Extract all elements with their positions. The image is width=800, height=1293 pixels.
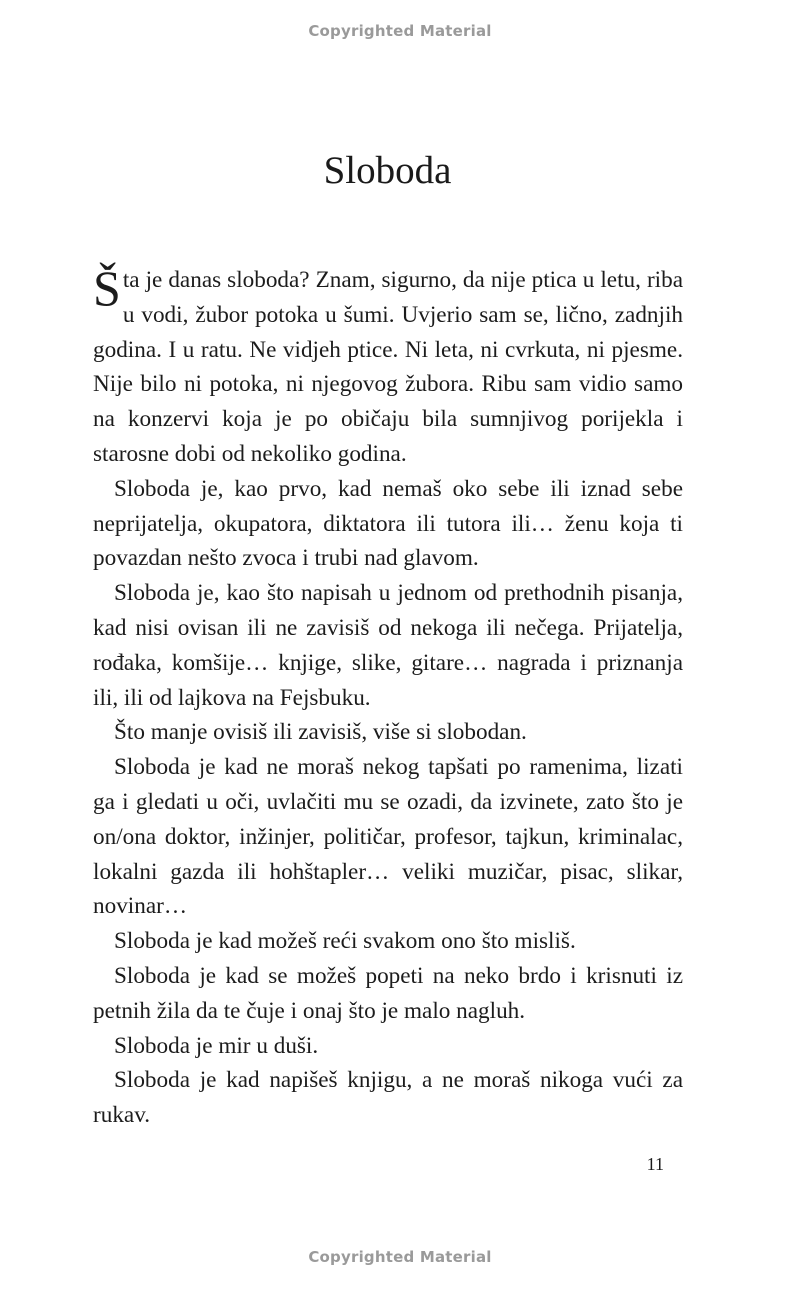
- paragraph: Sloboda je, kao što napisah u jednom od prethodnih pisanja, kad nisi ovisan ili ne zavisiš od nekoga ili nečega. Prijatelja, rođaka, komšije… knjige, slike, gitare… nagrada i priznanja ili, ili od lajkova na Fejsbuku.: [93, 580, 683, 711]
- paragraph: Što manje ovisiš ili zavisiš, više si slobodan.: [114, 719, 527, 746]
- drop-cap: Š: [93, 260, 121, 316]
- chapter-title: Sloboda: [323, 149, 452, 192]
- paragraph: Sloboda je, kao prvo, kad nemaš oko sebe ili iznad sebe neprijatelja, okupatora, diktatora ili tutora ili… ženu koja ti povazdan nešto zvoca i trubi nad glavom.: [93, 475, 683, 572]
- paragraph: Sloboda je mir u duši.: [114, 1032, 319, 1059]
- paragraph: Sloboda je kad možeš reći svakom ono što misliš.: [114, 928, 576, 955]
- paragraph-first: [93, 260, 683, 472]
- page-number: 11: [646, 1154, 664, 1174]
- chapter-body: [93, 260, 683, 1133]
- paragraph: Sloboda je kad ne moraš nekog tapšati po ramenima, lizati ga i gledati u oči, uvlačiti mu se ozadi, da izvinete, zato što je on/ona doktor, inžinjer, političar, profesor, tajkun, kriminalac, lokalni gazda ili hohštapler… veliki muzičar, pisac, slikar, novinar…: [93, 754, 683, 920]
- copyright-watermark-top: Copyrighted Material: [308, 22, 492, 40]
- paragraph: Sloboda je kad se možeš popeti na neko brdo i krisnuti iz petnih žila da te čuje i onaj što je malo nagluh.: [93, 962, 683, 1024]
- copyright-watermark-bottom: Copyrighted Material: [308, 1248, 492, 1266]
- paragraph: Sloboda je kad napišeš knjigu, a ne moraš nikoga vući za rukav.: [93, 1067, 683, 1129]
- paragraph-first-text: ta je danas sloboda? Znam, sigurno, da nije ptica u letu, riba u vodi, žubor potoka u šumi. Uvjerio sam se, lično, zadnjih godina. I u ratu. Ne vidjeh ptice. Ni leta, ni cvrkuta, ni pjesme. Nije bilo ni potoka, ni njegovog žubora. Ribu sam vidio samo na konzervi koja je po običaju bila sumnjivog porijekla i starosne dobi od nekoliko godina.: [93, 267, 683, 467]
